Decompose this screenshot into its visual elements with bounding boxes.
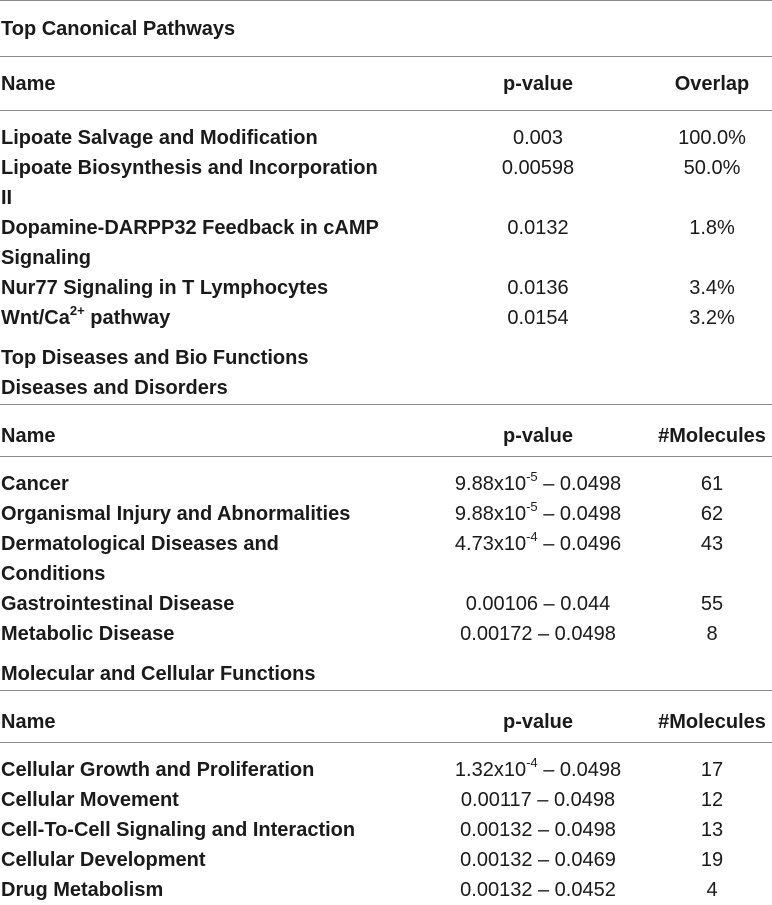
table-row: Metabolic Disease 0.00172 – 0.0498 8 — [1, 623, 718, 645]
section-title-functions: Molecular and Cellular Functions — [1, 663, 316, 685]
table-row: Drug Metabolism 0.00132 – 0.0452 4 — [1, 879, 718, 901]
header-row-diseases — [0, 421, 772, 451]
top-rule — [0, 0, 772, 1]
header-name: Name — [1, 711, 56, 733]
header-molecules: #Molecules — [658, 425, 766, 447]
header-row-pathways — [0, 69, 772, 99]
header-name: Name — [1, 425, 56, 447]
table-row: Cancer $9.88x10^{-5} - 0.0498$ 61 — [1, 469, 724, 495]
rule-pathways-top — [0, 56, 772, 57]
table-row: Organismal Injury and Abnormalities $9.88x10^{-5} - 0.0498$ 62 — [1, 499, 724, 525]
section-title-diseases: Top Diseases and Bio Functions — [1, 347, 309, 369]
rule-functions-top — [0, 690, 772, 691]
table-row: Gastrointestinal Disease 0.00106 – 0.044 55 — [1, 593, 724, 615]
table-row: Lipoate Salvage and Modification 0.003 100.0% — [1, 127, 746, 149]
table-row: Dopamine-DARPP32 Feedback in cAMP 0.0132 1.8% — [1, 217, 735, 239]
table-row-continuation: Signaling — [1, 247, 91, 269]
header-pvalue: p-value — [502, 425, 574, 447]
table-row-continuation: Conditions — [1, 563, 106, 585]
table-row: Cellular Development 0.00132 – 0.0469 19 — [1, 849, 724, 871]
table-row: Cellular Movement 0.00117 – 0.0498 12 — [1, 789, 724, 811]
header-name: Name — [1, 73, 56, 95]
header-overlap: Overlap — [674, 73, 750, 95]
table-row: Cellular Growth and Proliferation $1.32x10^{-4} - 0.0498$ 17 — [1, 755, 724, 781]
table-row: Dermatological Diseases and $4.73x10^{-4} - 0.0496$ 43 — [1, 529, 724, 555]
table-row-continuation: II — [1, 187, 13, 209]
header-pvalue: p-value — [502, 73, 574, 95]
header-molecules: #Molecules — [658, 711, 766, 733]
rule-diseases-header — [0, 456, 772, 457]
header-pvalue: p-value — [502, 711, 574, 733]
table-row: Wnt/$Ca^{2+}$ pathway 0.0154 3.2% — [1, 303, 735, 329]
table-row: Nur77 Signaling in T Lymphocytes 0.0136 3.4% — [1, 277, 735, 299]
section-subtitle-diseases: Diseases and Disorders — [1, 377, 228, 399]
rule-functions-header — [0, 742, 772, 743]
section-title-pathways: Top Canonical Pathways — [1, 18, 236, 40]
table-row: Cell-To-Cell Signaling and Interaction 0.00132 – 0.0498 13 — [1, 819, 724, 841]
rule-pathways-header — [0, 110, 772, 111]
rule-diseases-top — [0, 404, 772, 405]
table-row: Lipoate Biosynthesis and Incorporation 0.00598 50.0% — [1, 157, 741, 179]
header-row-functions — [0, 707, 772, 737]
